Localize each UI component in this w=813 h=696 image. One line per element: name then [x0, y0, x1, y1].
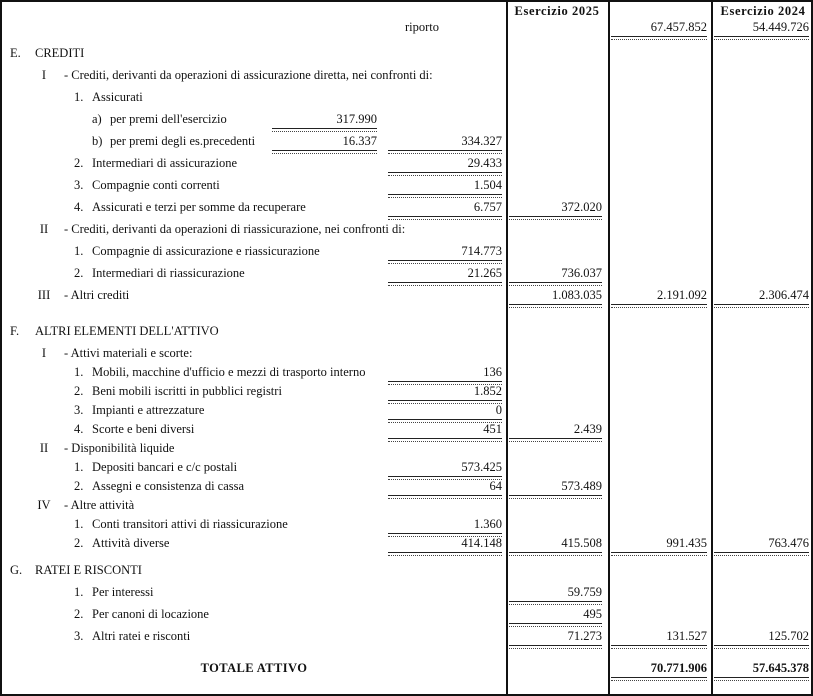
item-number: 2.	[74, 156, 84, 170]
value-2025: 2.191.092	[611, 288, 710, 308]
row-text: Compagnie di assicurazione e riassicurazione	[92, 244, 320, 258]
row-text: Assegni e consistenza di cassa	[92, 479, 245, 493]
row-text: - Altre attività	[64, 498, 135, 512]
row-text: Altri ratei e risconti	[92, 629, 191, 643]
value-group-total: 71.273	[509, 629, 605, 649]
roman-numeral: I	[41, 346, 47, 360]
row-text: - Attivi materiali e scorte:	[64, 346, 193, 360]
row-text: Mobili, macchine d'ufficio e mezzi di trasporto interno	[92, 365, 366, 379]
section-e-title-row	[2, 44, 811, 66]
value-2025: 991.435	[611, 536, 710, 556]
section-letter: F.	[10, 324, 20, 338]
value-subtotal: 0	[388, 403, 505, 423]
riporto-label: riporto	[404, 20, 439, 34]
total-value-2025: 70.771.906	[611, 661, 710, 681]
value-subtotal: 334.327	[388, 134, 505, 154]
item-number: 2.	[74, 607, 84, 621]
value-group-total: 495	[509, 607, 605, 627]
riporto-value-2025: 67.457.852	[611, 20, 710, 40]
riporto-row	[2, 18, 811, 36]
value-group-total: 415.508	[509, 536, 605, 556]
table-row	[2, 242, 811, 264]
item-number: 2.	[74, 536, 84, 550]
item-number: 4.	[74, 200, 84, 214]
row-text: Attività diverse	[92, 536, 170, 550]
subitem-letter: a)	[92, 112, 102, 126]
value-subtotal: 1.360	[388, 517, 505, 537]
table-row	[2, 264, 811, 286]
item-number: 1.	[74, 460, 84, 474]
total-row	[2, 659, 811, 681]
table-header-row	[2, 2, 811, 18]
column-header-esercizio-2025: Esercizio 2025	[514, 4, 600, 18]
roman-numeral: I	[41, 68, 47, 82]
value-subtotal: 29.433	[388, 156, 505, 176]
roman-numeral: II	[39, 441, 49, 455]
roman-numeral: II	[39, 222, 49, 236]
value-subtotal: 6.757	[388, 200, 505, 220]
table-row	[2, 220, 811, 242]
value-2024: 125.702	[714, 629, 812, 649]
row-text: Impianti e attrezzature	[92, 403, 205, 417]
row-text: - Crediti, derivanti da operazioni di riassicurazione, nei confronti di:	[64, 222, 406, 236]
table-row	[2, 88, 811, 110]
table-row	[2, 110, 811, 132]
table-row	[2, 363, 811, 382]
row-text: per premi dell'esercizio	[110, 112, 227, 126]
value-2025: 131.527	[611, 629, 710, 649]
row-text: Intermediari di riassicurazione	[92, 266, 245, 280]
subitem-letter: b)	[92, 134, 103, 148]
row-text: Per interessi	[92, 585, 154, 599]
item-number: 1.	[74, 365, 84, 379]
table-row	[2, 534, 811, 553]
item-number: 2.	[74, 479, 84, 493]
table-row	[2, 344, 811, 363]
roman-numeral: IV	[37, 498, 51, 512]
row-text: Intermediari di assicurazione	[92, 156, 238, 170]
value-detail: 16.337	[272, 134, 380, 154]
section-title: CREDITI	[35, 46, 85, 60]
section-f-title-row	[2, 322, 811, 344]
value-group-total: 573.489	[509, 479, 605, 499]
spacer	[2, 649, 811, 659]
value-subtotal: 451	[388, 422, 505, 442]
table-row	[2, 627, 811, 649]
value-2024: 763.476	[714, 536, 812, 556]
value-subtotal: 1.852	[388, 384, 505, 404]
row-text: Per canoni di locazione	[92, 607, 209, 621]
value-group-total: 736.037	[509, 266, 605, 286]
value-subtotal: 714.773	[388, 244, 505, 264]
item-number: 1.	[74, 90, 84, 104]
item-number: 1.	[74, 244, 84, 258]
table-row	[2, 198, 811, 220]
item-number: 3.	[74, 403, 84, 417]
table-row	[2, 154, 811, 176]
row-text: - Crediti, derivanti da operazioni di assicurazione diretta, nei confronti di:	[64, 68, 433, 82]
section-letter: G.	[10, 563, 23, 577]
value-subtotal: 136	[388, 365, 505, 385]
table-row	[2, 382, 811, 401]
section-title: RATEI E RISCONTI	[35, 563, 142, 577]
table-row	[2, 605, 811, 627]
row-text: Assicurati	[92, 90, 143, 104]
table-row	[2, 458, 811, 477]
balance-sheet-table	[2, 2, 811, 681]
table-row	[2, 477, 811, 496]
table-row	[2, 420, 811, 439]
value-subtotal: 414.148	[388, 536, 505, 556]
value-group-total: 2.439	[509, 422, 605, 442]
value-subtotal: 573.425	[388, 460, 505, 480]
row-text: Assicurati e terzi per somme da recuperare	[92, 200, 306, 214]
row-text: Compagnie conti correnti	[92, 178, 220, 192]
spacer	[2, 308, 811, 322]
column-header-esercizio-2024: Esercizio 2024	[720, 4, 806, 18]
riporto-value-2024: 54.449.726	[714, 20, 812, 40]
row-text: Scorte e beni diversi	[92, 422, 195, 436]
value-2024: 2.306.474	[714, 288, 812, 308]
value-subtotal: 1.504	[388, 178, 505, 198]
row-text: Beni mobili iscritti in pubblici registri	[92, 384, 282, 398]
section-title: ALTRI ELEMENTI DELL'ATTIVO	[35, 324, 219, 338]
value-group-total: 1.083.035	[509, 288, 605, 308]
value-detail: 317.990	[272, 112, 380, 132]
value-group-total: 372.020	[509, 200, 605, 220]
roman-numeral: III	[37, 288, 51, 302]
total-value-2024: 57.645.378	[714, 661, 812, 681]
table-row	[2, 515, 811, 534]
section-letter: E.	[10, 46, 21, 60]
row-text: per premi degli es.precedenti	[110, 134, 256, 148]
total-label: TOTALE ATTIVO	[200, 661, 308, 675]
row-text: Depositi bancari e c/c postali	[92, 460, 238, 474]
item-number: 3.	[74, 178, 84, 192]
value-subtotal: 21.265	[388, 266, 505, 286]
item-number: 2.	[74, 266, 84, 280]
item-number: 1.	[74, 517, 84, 531]
row-text: - Altri crediti	[64, 288, 130, 302]
value-group-total: 59.759	[509, 585, 605, 605]
table-row	[2, 439, 811, 458]
table-row	[2, 496, 811, 515]
section-g-title-row	[2, 561, 811, 583]
table-row	[2, 401, 811, 420]
item-number: 4.	[74, 422, 84, 436]
table-row	[2, 132, 811, 154]
table-row	[2, 176, 811, 198]
row-text: Conti transitori attivi di riassicurazione	[92, 517, 288, 531]
item-number: 3.	[74, 629, 84, 643]
row-text: - Disponibilità liquide	[64, 441, 175, 455]
value-subtotal: 64	[388, 479, 505, 499]
table-row	[2, 66, 811, 88]
item-number: 2.	[74, 384, 84, 398]
item-number: 1.	[74, 585, 84, 599]
table-row	[2, 286, 811, 308]
table-row	[2, 583, 811, 605]
